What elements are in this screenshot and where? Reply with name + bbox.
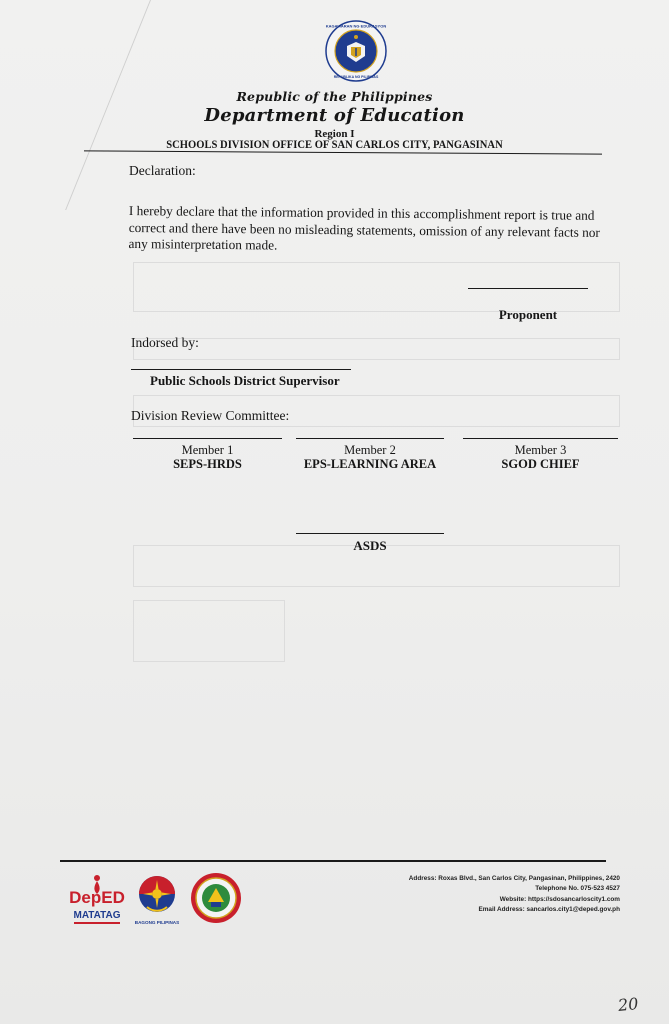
deped-seal-icon (325, 20, 387, 82)
indorsed-by-label: Indorsed by: (131, 335, 199, 350)
footer-telephone: Telephone No. 075-523 4527 (535, 885, 620, 893)
footer-contact (260, 874, 620, 915)
footer-email[interactable]: Email Address: sancarlos.city1@deped.gov.ph (478, 905, 620, 913)
seal-bottom-text: REPUBLIKA NG PILIPINAS (333, 75, 379, 79)
sdo-san-carlos-seal-icon (190, 872, 242, 924)
department-heading: Department of Education (204, 105, 465, 126)
member-2-role: EPS-LEARNING AREA (303, 457, 437, 471)
member-1-role: SEPS-HRDS (173, 457, 242, 471)
asds-signature-line (296, 533, 444, 534)
committee-heading: Division Review Committee: (131, 408, 290, 423)
member-2-signature-line (296, 438, 444, 439)
bagong-pilipinas-text: BAGONG PILIPINAS (134, 920, 180, 925)
member-3-label: Member 3 (514, 443, 567, 457)
declaration-text: I hereby declare that the information provided in this accomplishment report is true and correct and there have been no misleading statements, omission of any relevant facts nor any misinterpretation made. (128, 203, 600, 253)
deped-logo-text: DepED (69, 888, 125, 907)
bagong-pilipinas-logo (133, 872, 181, 928)
footer-website[interactable]: Website: https://sdosancarloscity1.com (499, 895, 620, 903)
office-heading: SCHOOLS DIVISION OFFICE OF SAN CARLOS CITY, PANGASINAN (166, 139, 503, 151)
republic-heading: Republic of the Philippines (236, 89, 433, 104)
member-1-label: Member 1 (181, 443, 234, 457)
proponent-signature-line (468, 288, 588, 289)
header-rule (84, 150, 602, 155)
seal-text: KAGAWARAN NG EDUKASYON (325, 23, 387, 29)
page-number: 20 (617, 993, 640, 1016)
member-1-signature-line (133, 438, 282, 439)
asds-label: ASDS (353, 538, 387, 553)
member-3-signature-line (463, 438, 618, 439)
member-2-label: Member 2 (344, 443, 396, 457)
supervisor-signature-line (131, 369, 351, 370)
supervisor-label: Public Schools District Supervisor (150, 373, 340, 388)
footer-address: Address: Roxas Blvd., San Carlos City, Pangasinan, Philippines, 2420 (408, 875, 620, 882)
footer-rule (60, 860, 606, 862)
member-3-role: SGOD CHIEF (501, 457, 580, 471)
matatag-logo-text: MATATAG (73, 910, 121, 921)
deped-matatag-logo (66, 872, 128, 930)
proponent-label: Proponent (498, 307, 558, 322)
region-heading: Region I (314, 128, 355, 140)
declaration-heading: Declaration: (129, 163, 196, 178)
